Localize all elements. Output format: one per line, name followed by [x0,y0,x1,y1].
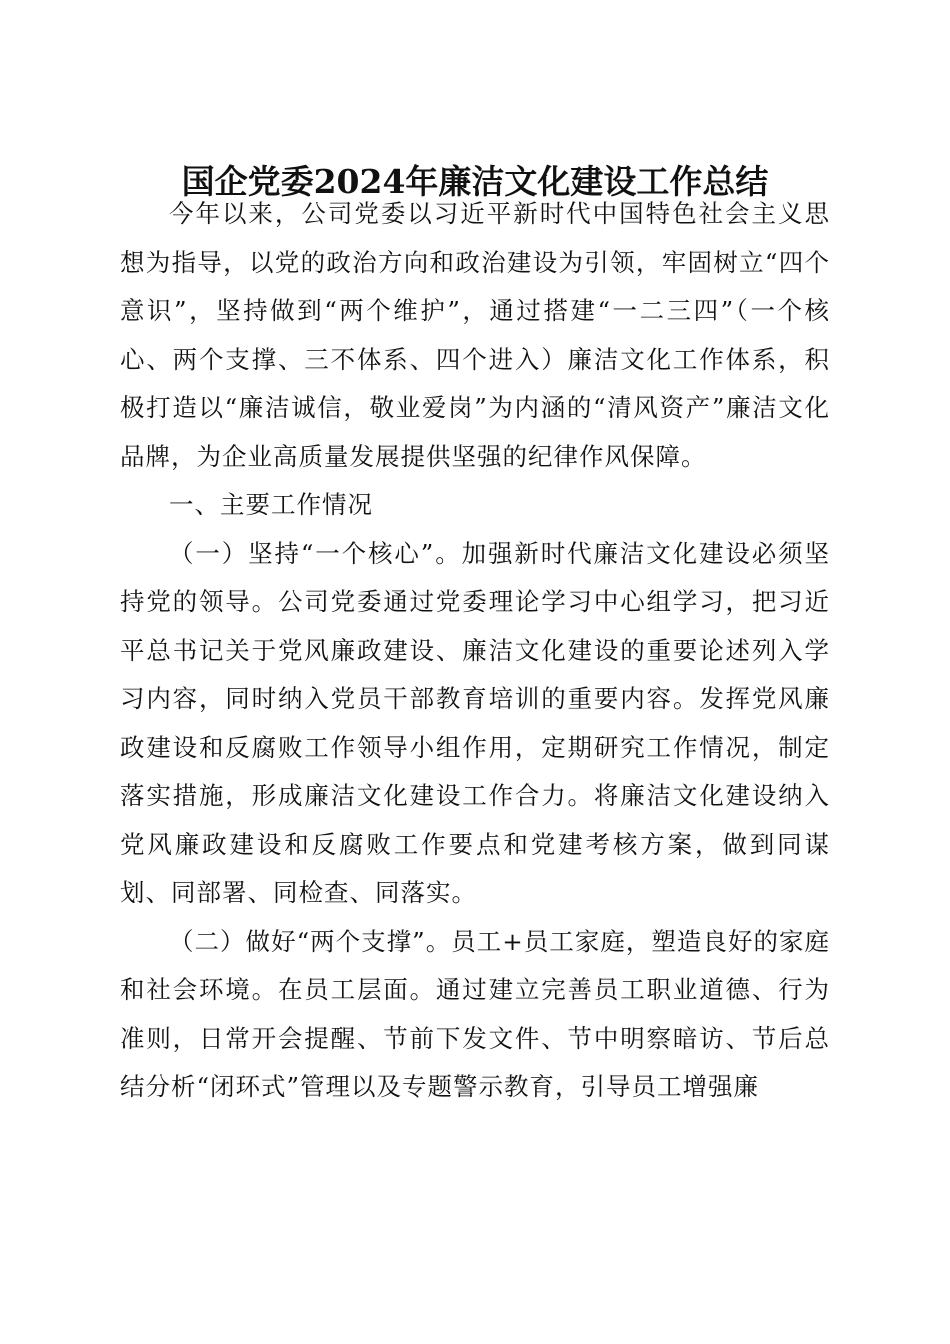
document-body [120,190,830,1112]
body-paragraph-1: （一）坚持“一个核心”。加强新时代廉洁文化建设必须坚持党的领导。公司党委通过党委理论学习中心组学习，把习近平总书记关于党风廉政建设、廉洁文化建设的重要论述列入学习内容，同时纳入党员干部教育培训的重要内容。发挥党风廉政建设和反腐败工作领导小组作用，定期研究工作情况，制定落实措施，形成廉洁文化建设工作合力。将廉洁文化建设纳入党风廉政建设和反腐败工作要点和党建考核方案，做到同谋划、同部署、同检查、同落实。 [120,538,830,907]
section-heading: 一、主要工作情况 [169,490,373,519]
intro-paragraph: 今年以来，公司党委以习近平新时代中国特色社会主义思想为指导，以党的政治方向和政治建设为引领，牢固树立“四个意识”，坚持做到“两个维护”，通过搭建“一二三四”（一个核心、两个支撑、三不体系、四个进入）廉洁文化工作体系，积极打造以“廉洁诚信，敬业爱岗”为内涵的“清风资产”廉洁文化品牌，为企业高质量发展提供坚强的纪律作风保障。 [120,199,830,471]
body-paragraph-2: （二）做好“两个支撑”。员工+员工家庭，塑造良好的家庭和社会环境。在员工层面。通过建立完善员工职业道德、行为准则，日常开会提醒、节前下发文件、节中明察暗访、节后总结分析“闭环式”管理以及专题警示教育，引导员工增强廉 [120,926,830,1101]
document-title: 国企党委2024年廉洁文化建设工作总结 [181,162,769,202]
